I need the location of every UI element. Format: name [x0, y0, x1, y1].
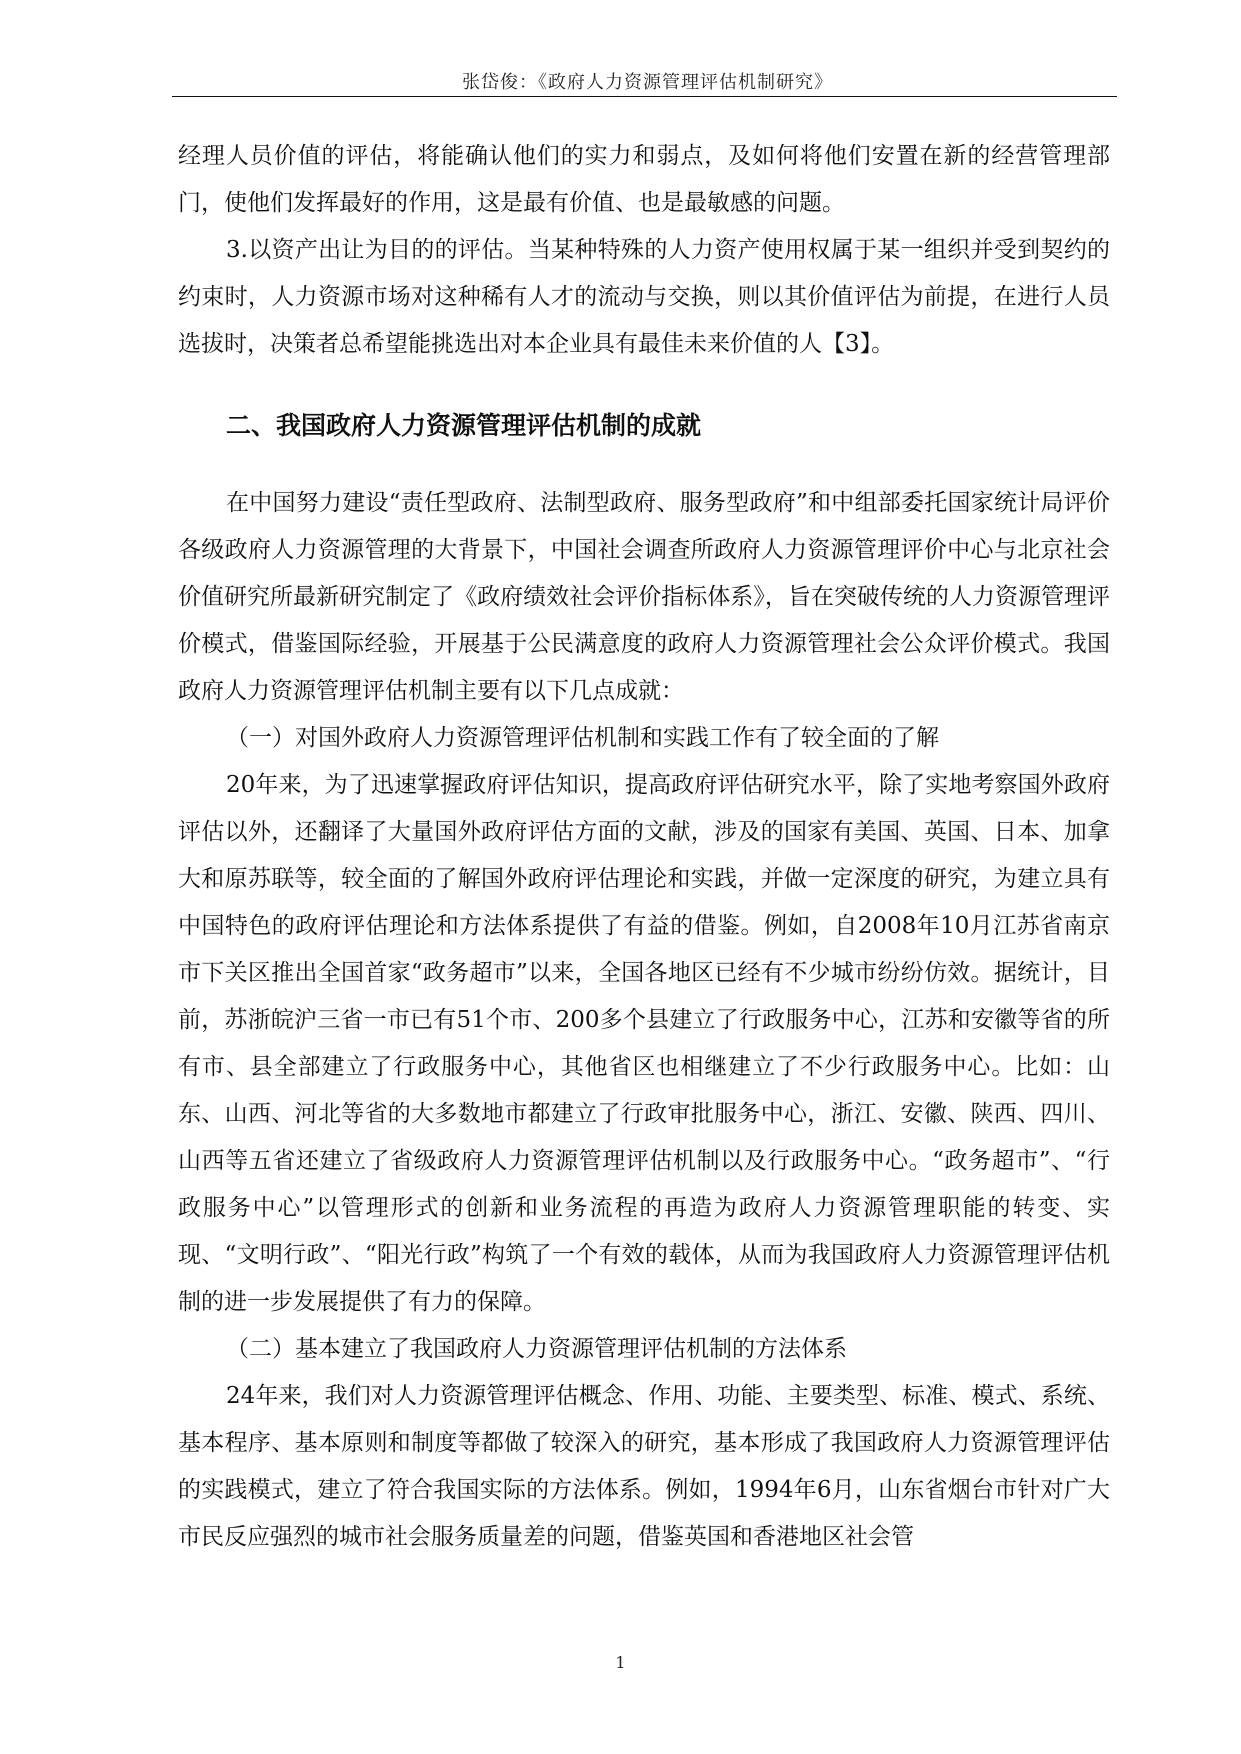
paragraph-foreign-study: 20年来，为了迅速掌握政府评估知识，提高政府评估研究水平，除了实地考察国外政府评估以外，还翻译了大量国外政府评估方面的文献，涉及的国家有美国、英国、日本、加拿大和原苏联等，较全面的了解国外政府评估理论和实践，并做一定深度的研究，为建立具有中国特色的政府评估理论和方法体系提供了有益的借鉴。例如，自2008年10月江苏省南京市下关区推出全国首家“政务超市”以来，全国各地区已经有不少城市纷纷仿效。据统计，目前，苏浙皖沪三省一市已有51个市、200多个县建立了行政服务中心，江苏和安徽等省的所有市、县全部建立了行政服务中心，其他省区也相继建立了不少行政服务中心。比如：山东、山西、河北等省的大多数地市都建立了行政审批服务中心，浙江、安徽、陕西、四川、山西等五省还建立了省级政府人力资源管理评估机制以及行政服务中心。“政务超市”、“行政服务中心”以管理形式的创新和业务流程的再造为政府人力资源管理职能的转变、实现、“文明行政”、“阳光行政”构筑了一个有效的载体，从而为我国政府人力资源管理评估机制的进一步发展提供了有力的保障。	[178, 772, 1110, 1315]
paragraph-continued: 经理人员价值的评估，将能确认他们的实力和弱点，及如何将他们安置在新的经营管理部门，使他们发挥最好的作用，这是最有价值、也是最敏感的问题。	[178, 143, 1110, 216]
header-rule	[172, 96, 1117, 97]
section-heading: 二、我国政府人力资源管理评估机制的成就	[226, 411, 702, 440]
running-header: 张岱俊：《政府人力资源管理评估机制研究》	[462, 72, 833, 93]
subheading-method-system: （二）基本建立了我国政府人力资源管理评估机制的方法体系	[226, 1336, 847, 1362]
subheading-foreign-understanding: （一）对国外政府人力资源管理评估机制和实践工作有了较全面的了解	[226, 725, 939, 751]
page-number: 1	[615, 1653, 626, 1672]
paragraph-background: 在中国努力建设“责任型政府、法制型政府、服务型政府”和中组部委托国家统计局评价各级政府人力资源管理的大背景下，中国社会调查所政府人力资源管理评价中心与北京社会价值研究所最新研究制定了《政府绩效社会评价指标体系》，旨在突破传统的人力资源管理评价模式，借鉴国际经验，开展基于公民满意度的政府人力资源管理社会公众评价模式。我国政府人力资源管理评估机制主要有以下几点成就：	[178, 490, 1110, 704]
paragraph-method-research: 24年来，我们对人力资源管理评估概念、作用、功能、主要类型、标准、模式、系统、基本程序、基本原则和制度等都做了较深入的研究，基本形成了我国政府人力资源管理评估的实践模式，建立了符合我国实际的方法体系。例如，1994年6月，山东省烟台市针对广大市民反应强烈的城市社会服务质量差的问题，借鉴英国和香港地区社会管	[178, 1383, 1110, 1550]
paragraph-asset-transfer-evaluation: 3.以资产出让为目的的评估。当某种特殊的人力资产使用权属于某一组织并受到契约的约束时，人力资源市场对这种稀有人才的流动与交换，则以其价值评估为前提，在进行人员选拔时，决策者总希望能挑选出对本企业具有最佳未来价值的人【3】。	[178, 237, 1110, 357]
body-text	[178, 133, 1110, 1561]
